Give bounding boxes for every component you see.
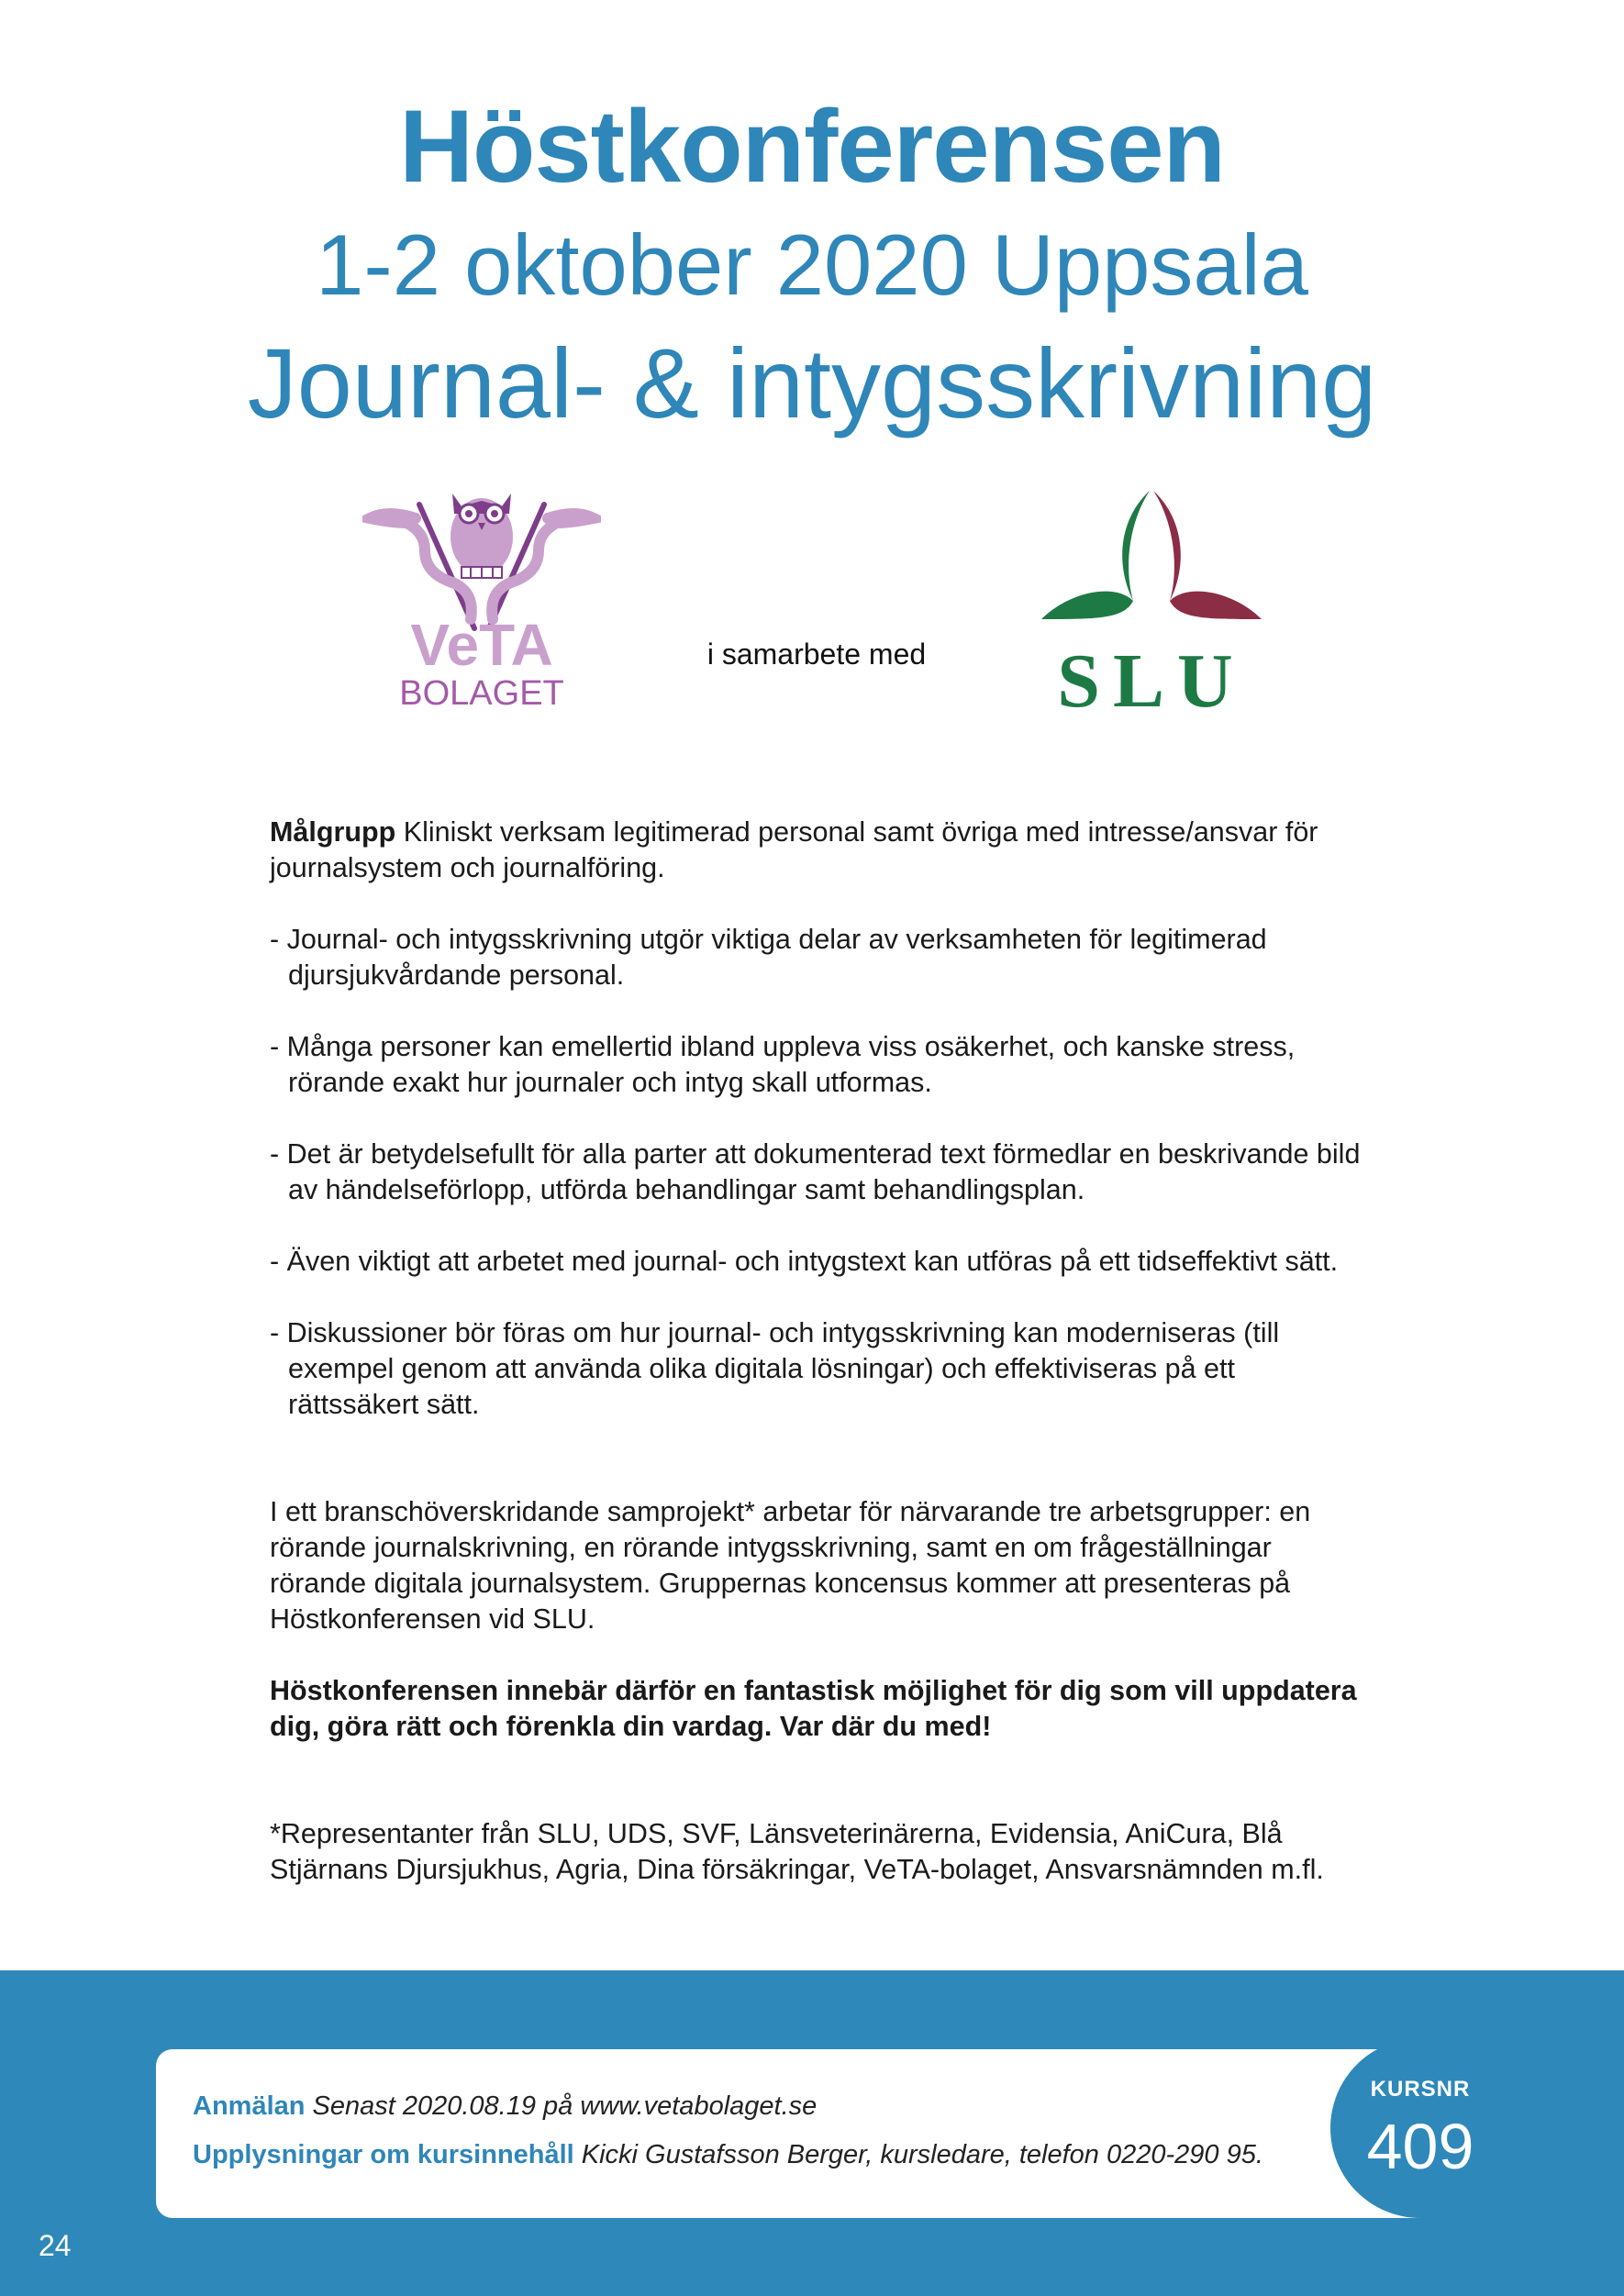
registration-box (156, 2049, 1422, 2218)
highlight-paragraph: Höstkonferensen innebär därför en fantastisk möjlighet för dig som vill uppdatera dig, göra rätt och förenkla din vardag. Var där du med! (270, 1675, 1357, 1742)
main-content (270, 815, 1362, 1888)
event-date-place: 1-2 oktober 2020 Uppsala (316, 216, 1308, 313)
event-topic: Journal- & intygsskrivning (247, 327, 1377, 438)
veta-bolaget-logo (362, 477, 601, 715)
bullet-item: - Många personer kan emellertid ibland uppleva viss osäkerhet, och kanske stress, rörande exakt hur journaler och intyg skall utformas. (270, 1031, 1296, 1098)
signup-label: Anmälan (193, 2091, 306, 2121)
bolaget-logo-text: BOLAGET (399, 674, 564, 713)
veta-logo-text: VeTA (410, 612, 553, 678)
bullet-item: - Journal- och intygsskrivning utgör viktiga delar av verksamheten för legitimerad djursjukvårdande personal. (270, 924, 1267, 991)
course-number-badge (1330, 2038, 1510, 2218)
course-number-label: KURSNR (1370, 2077, 1471, 2102)
project-paragraph: I ett branschöverskridande samprojekt* arbetar för närvarande tre arbetsgrupper: en rörande journalskrivning, en rörande intygsskrivning, samt en om frågeställningar rörande digitala journalsystem. Gruppernas koncensus kommer att presenteras på Höstkonferensen vid SLU. (270, 1496, 1311, 1635)
signup-line (193, 2091, 817, 2122)
logo-row (0, 477, 1624, 725)
bullet-item: - Även viktigt att arbetet med journal- och intygstext kan utföras på ett tidseffektivt sätt. (270, 1246, 1339, 1277)
slu-logo-text: SLU (1057, 638, 1246, 715)
page-header (0, 87, 1624, 443)
signup-text: Senast 2020.08.19 på www.vetabolaget.se (312, 2091, 818, 2121)
course-number: 409 (1366, 2111, 1474, 2182)
info-text: Kicki Gustafsson Berger, kursledare, telefon 0220-290 95. (581, 2140, 1263, 2169)
page-number: 24 (39, 2229, 72, 2262)
target-group-paragraph (270, 815, 1362, 886)
bullet-item: - Det är betydelsefullt för alla parter att dokumenterad text förmedlar en beskrivande bild av händelseförlopp, utförda behandlingar samt behandlingsplan. (270, 1138, 1361, 1205)
info-label: Upplysningar om kursinnehåll (193, 2140, 574, 2169)
bullet-item: - Diskussioner bör föras om hur journal- och intygsskrivning kan moderniseras (till exempel genom att använda olika digitala lösningar) och effektiviseras på ett rättssäkert sätt. (270, 1317, 1280, 1420)
footnote: *Representanter från SLU, UDS, SVF, Länsveterinärerna, Evidensia, AniCura, Blå Stjärnans Djursjukhus, Agria, Dina försäkringar, VeTA-bolaget, Ansvarsnämnden m.fl. (270, 1818, 1324, 1885)
target-group-text: Kliniskt verksam legitimerad personal samt övriga med intresse/ansvar för journalsystem och journalföring. (270, 816, 1318, 883)
info-line (193, 2140, 1263, 2170)
collaboration-text: i samarbete med (706, 638, 927, 671)
page-title: Höstkonferensen (399, 89, 1225, 204)
target-group-label: Målgrupp (270, 816, 396, 848)
slu-logo (1032, 482, 1271, 715)
